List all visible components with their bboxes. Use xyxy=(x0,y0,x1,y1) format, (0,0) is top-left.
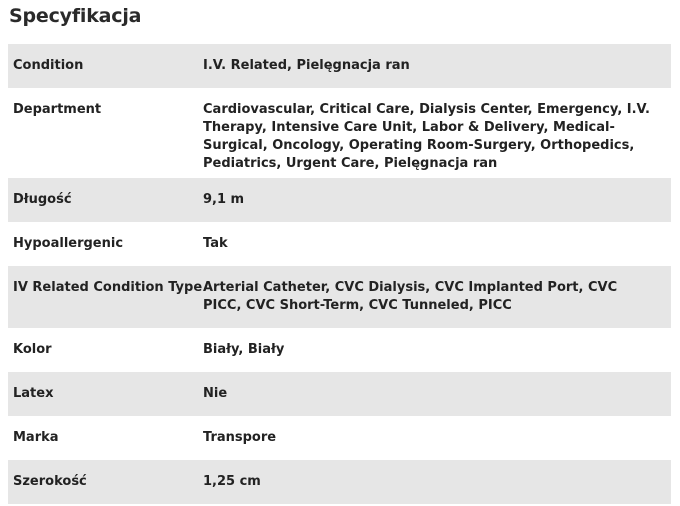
spec-value: Biały, Biały xyxy=(203,342,285,357)
spec-value: Nie xyxy=(203,386,228,401)
spec-key: Hypoallergenic xyxy=(13,236,124,251)
spec-value: 9,1 m xyxy=(203,192,245,207)
spec-row-condition xyxy=(8,44,671,88)
spec-key: IV Related Condition Type xyxy=(13,280,203,295)
spec-value: I.V. Related, Pielęgnacja ran xyxy=(203,58,410,73)
spec-key: Szerokość xyxy=(13,474,87,489)
spec-key: Department xyxy=(13,102,102,117)
spec-value: Cardiovascular, Critical Care, Dialysis Center, Emergency, I.V. Therapy, Intensive Care Unit, Labor & Delivery, Medical-Surgical, Oncology, Operating Room-Surgery, Orthopedics, Pediatrics, Urgent Care, Pielęgnacja ran xyxy=(203,102,650,171)
spec-row-width xyxy=(8,460,671,504)
spec-table xyxy=(8,44,671,504)
spec-key: Długość xyxy=(13,192,72,207)
spec-title: Specyfikacja xyxy=(9,5,142,27)
spec-row-brand xyxy=(8,416,671,460)
spec-key: Condition xyxy=(13,58,84,73)
spec-key: Kolor xyxy=(13,342,52,357)
spec-row-latex xyxy=(8,372,671,416)
spec-row-department xyxy=(8,88,671,178)
spec-value: 1,25 cm xyxy=(203,474,261,489)
spec-value: Arterial Catheter, CVC Dialysis, CVC Implanted Port, CVC PICC, CVC Short-Term, CVC Tunneled, PICC xyxy=(203,280,618,313)
spec-value: Transpore xyxy=(203,430,277,445)
spec-row-hypoallergenic xyxy=(8,222,671,266)
spec-key: Marka xyxy=(13,430,59,445)
spec-row-iv-condition-type xyxy=(8,266,671,328)
spec-row-length xyxy=(8,178,671,222)
spec-key: Latex xyxy=(13,386,54,401)
spec-value: Tak xyxy=(203,236,228,251)
spec-row-color xyxy=(8,328,671,372)
